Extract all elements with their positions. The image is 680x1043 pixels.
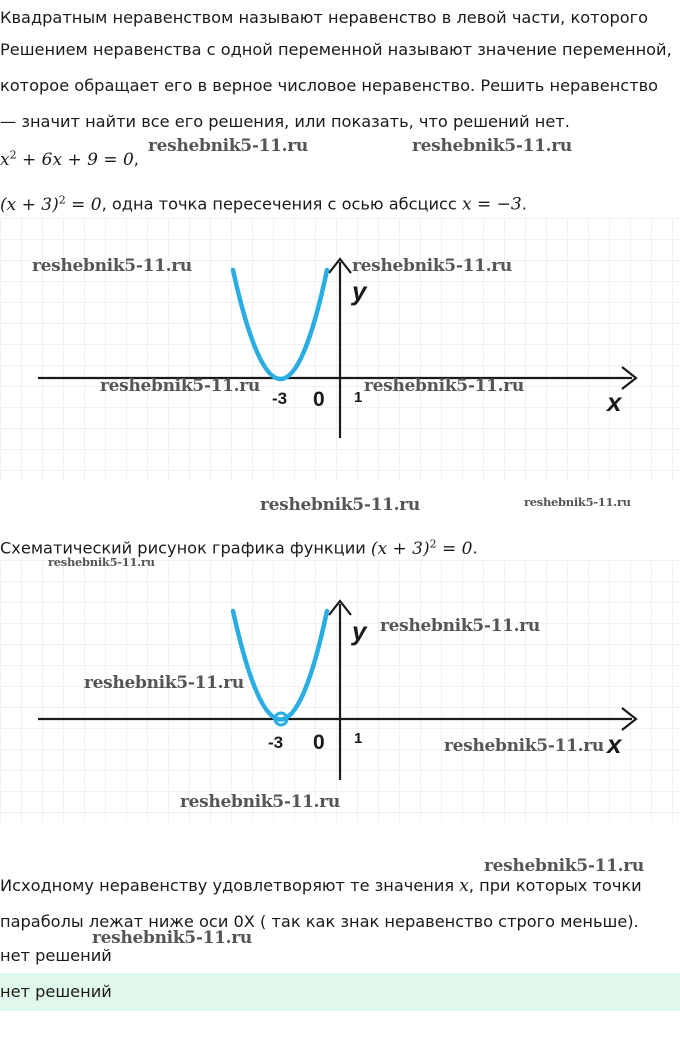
tick-label-neg3: -3 bbox=[268, 733, 284, 752]
watermark: reshebnik5-11.ru bbox=[352, 256, 512, 276]
watermark: reshebnik5-11.ru bbox=[32, 256, 192, 276]
text-line-4: — значит найти все его решения, или показать, что решений нет. bbox=[0, 112, 570, 131]
watermark: reshebnik5-11.ru bbox=[260, 495, 420, 515]
schematic-caption: Схематический рисунок графика функции $(x + 3)^2 = 0$. bbox=[0, 537, 478, 559]
text-line-3: которое обращает его в верное числовое неравенство. Решить неравенство bbox=[0, 76, 659, 95]
no-solutions-text: нет решений bbox=[0, 946, 112, 965]
watermark: reshebnik5-11.ru bbox=[100, 376, 260, 396]
x-value-math: x = −3 bbox=[461, 194, 522, 215]
watermark: reshebnik5-11.ru bbox=[364, 376, 524, 396]
watermark: reshebnik5-11.ru bbox=[92, 928, 252, 948]
watermark: reshebnik5-11.ru bbox=[48, 555, 155, 569]
watermark: reshebnik5-11.ru bbox=[180, 792, 340, 812]
watermark: reshebnik5-11.ru bbox=[412, 136, 572, 156]
watermark: reshebnik5-11.ru bbox=[380, 616, 540, 636]
text-line-2: Решением неравенства с одной переменной называют значение переменной, bbox=[0, 40, 672, 59]
origin-label: 0 bbox=[313, 388, 325, 411]
watermark: reshebnik5-11.ru bbox=[484, 856, 644, 876]
y-axis-label: y bbox=[352, 276, 367, 306]
answer-label: нет решений bbox=[0, 982, 112, 1001]
text-line-1: Квадратным неравенством называют неравенство в левой части, которого bbox=[0, 8, 649, 27]
origin-label: 0 bbox=[313, 731, 325, 754]
equation-2: $(x + 3)^2 = 0$, одна точка пересечения с осью абсцисс x = −3. bbox=[0, 193, 527, 215]
x-variable-math: x bbox=[459, 876, 469, 896]
eq2-math: $(x + 3)^2 = 0$ bbox=[0, 193, 102, 215]
watermark: reshebnik5-11.ru bbox=[444, 736, 604, 756]
conclusion-line-2: параболы лежат ниже оси 0X ( так как знак неравенство строго меньше). bbox=[0, 912, 639, 931]
tick-label-neg3: -3 bbox=[272, 389, 288, 408]
answer-box bbox=[0, 973, 680, 1011]
tick-label-1: 1 bbox=[354, 389, 363, 406]
y-axis-label: y bbox=[352, 616, 367, 646]
equation-1: $x^2 + 6x + 9 = 0$, bbox=[0, 148, 139, 170]
conclusion-line-1: Исходному неравенству удовлетворяют те значения x, при которых точки bbox=[0, 876, 642, 896]
watermark: reshebnik5-11.ru bbox=[148, 136, 308, 156]
x-axis-label: x bbox=[607, 729, 622, 759]
eq1-math: $x^2 + 6x + 9 = 0$ bbox=[0, 148, 134, 170]
watermark: reshebnik5-11.ru bbox=[84, 673, 244, 693]
function-math: $(x + 3)^2 = 0$ bbox=[370, 537, 473, 559]
watermark: reshebnik5-11.ru bbox=[524, 495, 631, 509]
tick-label-1: 1 bbox=[354, 730, 363, 747]
x-axis-label: x bbox=[607, 387, 622, 417]
